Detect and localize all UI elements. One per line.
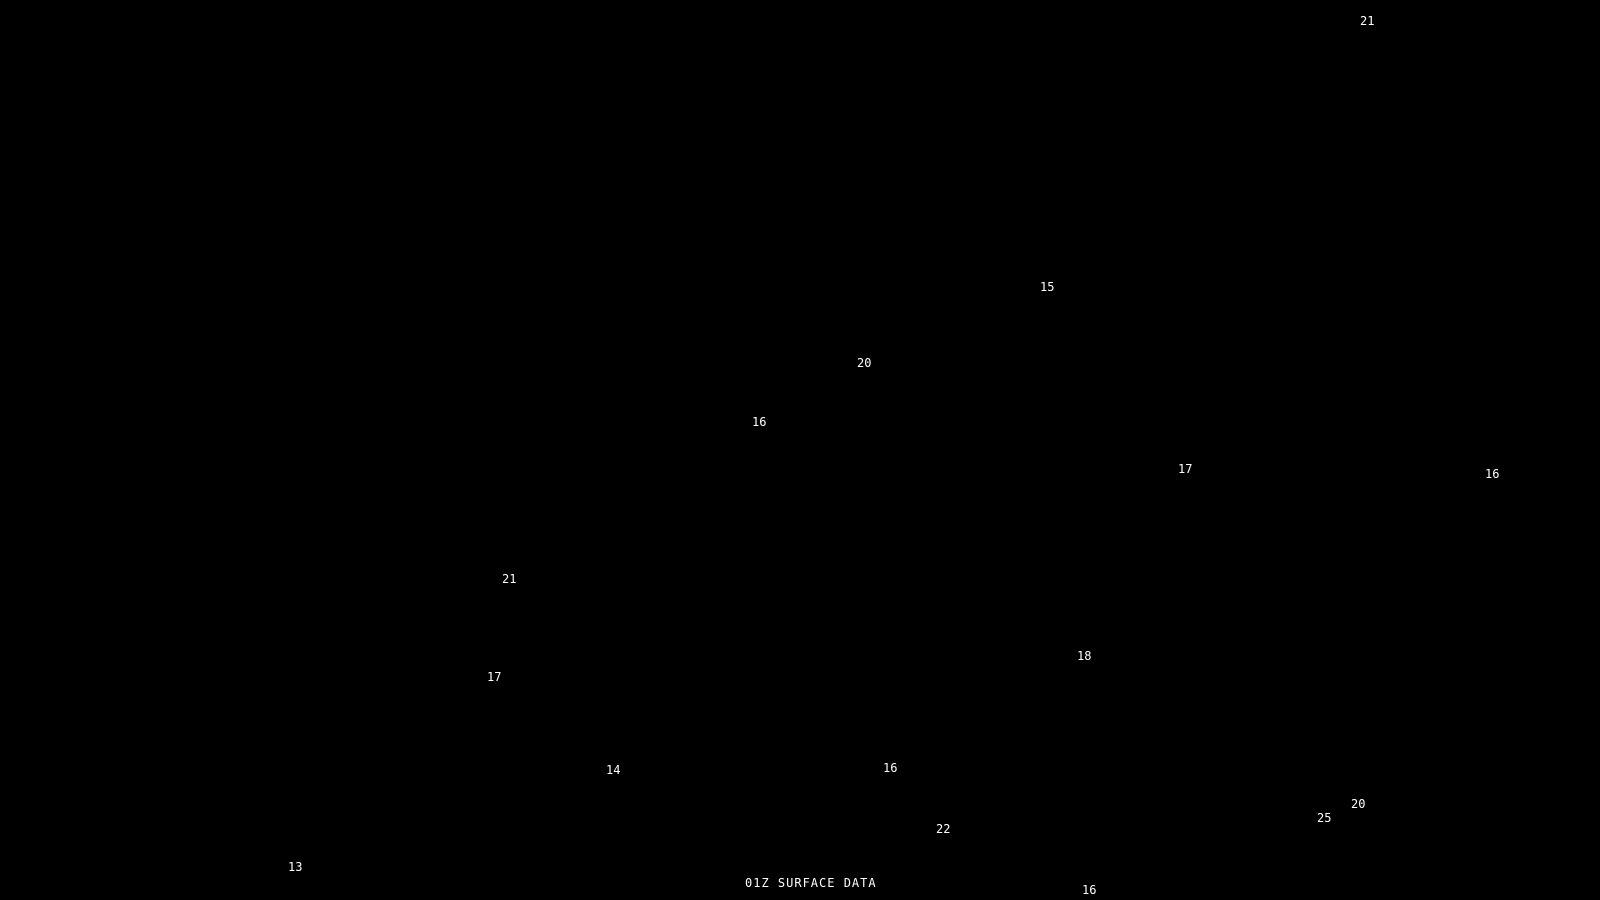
- station-value: 13: [288, 860, 303, 874]
- station-value: 17: [1178, 462, 1193, 476]
- station-value: 15: [1040, 280, 1055, 294]
- plot-title: 01Z SURFACE DATA: [745, 876, 877, 890]
- station-value: 18: [1077, 649, 1092, 663]
- station-value: 20: [1351, 797, 1366, 811]
- station-value: 14: [606, 763, 621, 777]
- station-value: 20: [857, 356, 872, 370]
- station-value: 25: [1317, 811, 1332, 825]
- station-value: 16: [1485, 467, 1500, 481]
- station-value: 17: [487, 670, 502, 684]
- station-value: 16: [883, 761, 898, 775]
- station-value: 16: [1082, 883, 1097, 897]
- station-value: 21: [1360, 14, 1375, 28]
- station-value: 21: [502, 572, 517, 586]
- station-value: 22: [936, 822, 951, 836]
- station-value: 16: [752, 415, 767, 429]
